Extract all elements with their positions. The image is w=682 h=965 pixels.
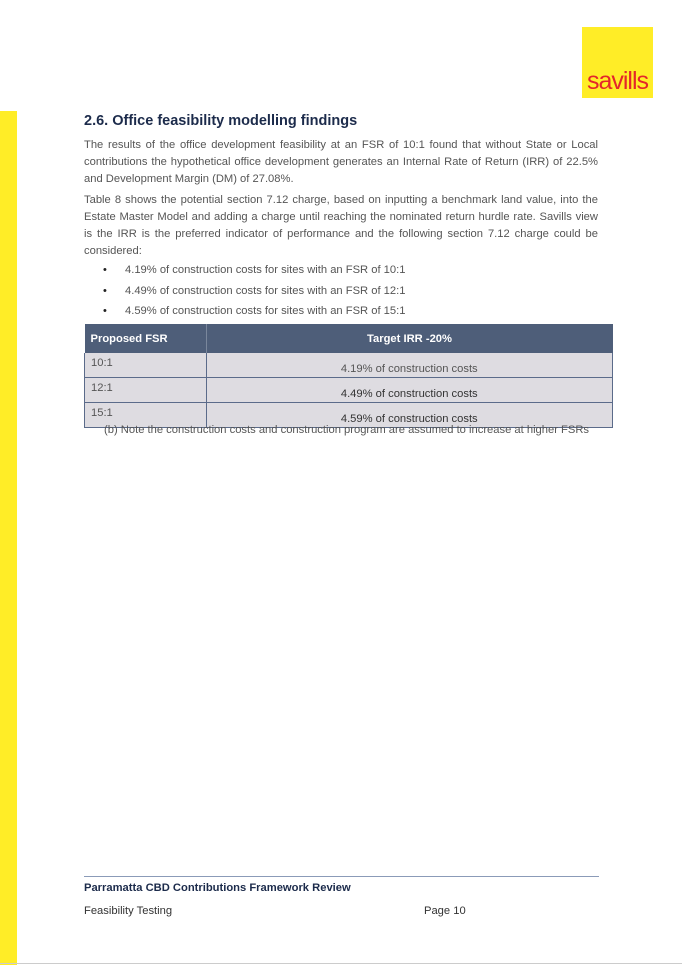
header-proposed-fsr: Proposed FSR <box>85 324 207 353</box>
cell-charge: 4.19% of construction costs <box>206 353 613 378</box>
cell-fsr: 12:1 <box>85 378 207 403</box>
bullet-icon: • <box>103 284 107 297</box>
table-header-row <box>85 324 613 353</box>
table-row <box>85 378 613 403</box>
paragraph-1: The results of the office development feasibility at an FSR of 10:1 found that without State or Local contributions the hypothetical office development generates an Internal Rate of Return (IRR) of 22.5% and Development Margin (DM) of 27.08%. <box>84 139 598 185</box>
table-row <box>85 353 613 378</box>
bullet-icon: • <box>103 305 107 317</box>
page-number: Page 10 <box>424 905 466 917</box>
bullet-list <box>84 262 604 324</box>
table-note: (b) Note the construction costs and construction program are assumed to increase at higher FSRs <box>104 424 590 436</box>
cell-charge: 4.59% of construction costs <box>206 403 613 428</box>
paragraph-2: Table 8 shows the potential section 7.12 charge, based on inputting a benchmark land value, into the Estate Master Model and adding a charge until reaching the nominated return hurdle rate. Savills view is the IRR is the preferred indicator of performance and the following section 7.12 charge could be considered: <box>84 194 598 257</box>
logo-text: savills <box>586 67 649 95</box>
section-heading: 2.6. Office feasibility modelling findings <box>84 113 358 129</box>
cell-fsr: 15:1 <box>85 403 207 428</box>
cell-fsr: 10:1 <box>85 353 207 378</box>
bullet-text: 4.59% of construction costs for sites with an FSR of 15:1 <box>125 305 406 317</box>
savills-logo <box>582 27 653 98</box>
bullet-text: 4.19% of construction costs for sites with an FSR of 10:1 <box>125 264 406 276</box>
fsr-charge-table <box>84 324 613 428</box>
list-item <box>84 262 604 283</box>
footer-divider <box>84 876 599 877</box>
footer-title: Parramatta CBD Contributions Framework Review <box>84 882 351 894</box>
cell-charge: 4.49% of construction costs <box>206 378 613 403</box>
bullet-icon: • <box>103 264 107 276</box>
side-accent-bar <box>0 111 17 965</box>
header-target-irr: Target IRR -20% <box>206 324 613 353</box>
list-item <box>84 283 604 304</box>
footer-subtitle: Feasibility Testing <box>84 905 173 917</box>
page-bottom-edge <box>0 963 682 964</box>
list-item <box>84 303 604 324</box>
bullet-text: 4.49% of construction costs for sites with an FSR of 12:1 <box>125 284 406 297</box>
